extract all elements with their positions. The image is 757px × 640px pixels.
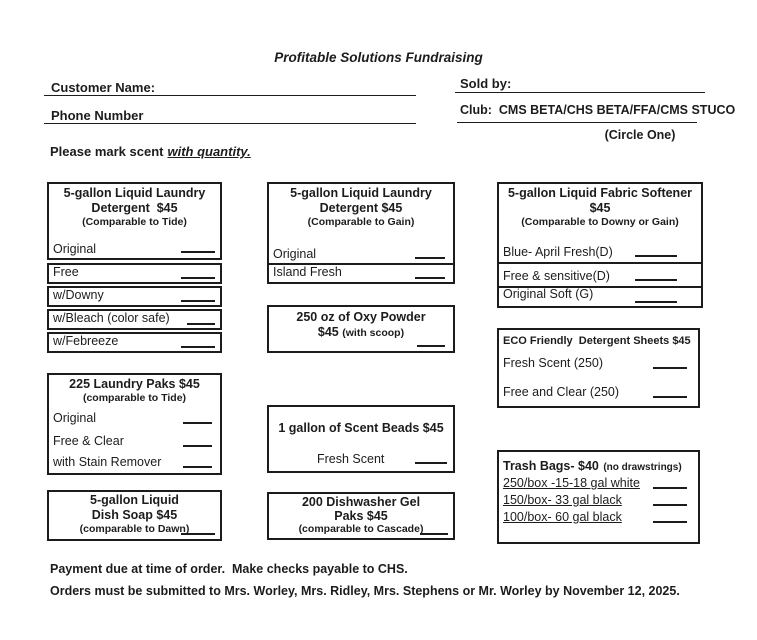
qty-blank[interactable]	[635, 255, 677, 257]
option-label: Free and Clear (250)	[503, 385, 620, 399]
option-label: Fresh Scent (250)	[503, 356, 604, 370]
option-row	[499, 286, 701, 306]
option-label: Original Soft (G)	[503, 287, 594, 301]
instruction-emphasis: with quantity.	[167, 144, 251, 159]
instruction	[50, 144, 251, 159]
product-note: (comparable to Tide)	[82, 392, 187, 404]
box-dishwasher-paks	[267, 492, 455, 540]
qty-blank[interactable]	[653, 521, 687, 523]
qty-blank[interactable]	[183, 422, 212, 424]
product-title: 225 Laundry Paks $45	[69, 377, 200, 391]
option-row	[53, 434, 212, 449]
qty-blank[interactable]	[183, 445, 212, 447]
sold-by-line[interactable]	[455, 92, 705, 93]
product-title: Detergent $45	[91, 201, 178, 215]
option-label: Island Fresh	[273, 265, 342, 279]
product-title: 200 Dishwasher Gel	[301, 495, 421, 509]
option-row	[503, 476, 687, 491]
product-note: (Comparable to Downy or Gain)	[521, 216, 679, 228]
option-row	[47, 286, 222, 307]
box-dish-soap	[47, 490, 222, 541]
product-title: Paks $45	[334, 509, 388, 523]
option-label: w/Bleach (color safe)	[53, 311, 170, 325]
option-row	[53, 411, 212, 426]
product-note: (no drawstrings)	[603, 462, 682, 473]
option-row	[503, 385, 687, 400]
option-label: Free & Clear	[53, 434, 124, 448]
product-title: 5-gallon Liquid Laundry	[290, 186, 432, 200]
qty-blank[interactable]	[417, 345, 445, 347]
product-title: Detergent $45	[319, 201, 403, 215]
box-oxy-powder	[267, 305, 455, 353]
qty-blank[interactable]	[181, 346, 215, 348]
product-price-note	[269, 325, 453, 341]
option-label: Blue- April Fresh(D)	[503, 245, 613, 259]
product-note: (Comparable to Gain)	[307, 216, 415, 228]
qty-blank[interactable]	[181, 533, 215, 535]
option-row	[53, 455, 212, 470]
option-row	[47, 263, 222, 284]
option-label: with Stain Remover	[53, 455, 162, 469]
option-label: Original	[53, 411, 97, 425]
product-title-row	[503, 457, 682, 475]
product-note: (comparable to Cascade)	[298, 523, 424, 535]
product-title: $45	[589, 201, 611, 215]
option-label: Original	[53, 242, 97, 256]
option-label: 250/box -15-18 gal white	[503, 476, 640, 490]
product-title: Trash Bags- $40	[503, 459, 599, 473]
submission-note: Orders must be submitted to Mrs. Worley, Mrs. Ridley, Mrs. Stephens or Mr. Worley by November 12, 2025.	[50, 584, 680, 598]
phone-number-label: Phone Number	[51, 108, 144, 123]
option-label: w/Febreeze	[53, 334, 119, 348]
club-options[interactable]: Club: CMS BETA/CHS BETA/FFA/CMS STUCO	[460, 103, 736, 117]
product-note: (with scoop)	[342, 327, 405, 339]
option-row	[47, 309, 222, 330]
option-label: Original	[273, 247, 317, 261]
qty-blank[interactable]	[181, 300, 215, 302]
box-eco-sheets	[497, 328, 700, 408]
option-label: Free	[53, 265, 79, 279]
option-row	[503, 510, 687, 525]
option-row	[503, 356, 687, 371]
option-row	[269, 240, 453, 265]
box-scent-beads	[267, 405, 455, 473]
option-label: Fresh Scent	[317, 452, 385, 466]
instruction-prefix: Please mark scent	[50, 144, 164, 159]
option-row	[269, 265, 453, 282]
option-label: 100/box- 60 gal black	[503, 510, 622, 524]
option-label: 150/box- 33 gal black	[503, 493, 622, 507]
qty-blank[interactable]	[415, 462, 447, 464]
box-fabric-softener	[497, 182, 703, 308]
product-note: (Comparable to Tide)	[82, 216, 187, 228]
product-title: 250 oz of Oxy Powder	[296, 310, 426, 324]
qty-blank[interactable]	[415, 277, 445, 279]
qty-blank[interactable]	[415, 257, 445, 259]
qty-blank[interactable]	[181, 251, 215, 253]
option-row	[503, 493, 687, 508]
product-title: Dish Soap $45	[91, 508, 178, 522]
payment-note: Payment due at time of order. Make checks payable to CHS.	[50, 562, 408, 576]
option-row	[499, 262, 701, 288]
option-row	[499, 237, 701, 264]
product-title: 5-gallon Liquid Laundry	[63, 186, 206, 200]
box-laundry-tide	[47, 182, 222, 260]
box-laundry-paks	[47, 373, 222, 475]
qty-blank[interactable]	[635, 279, 677, 281]
customer-name-line[interactable]	[44, 95, 416, 96]
qty-blank[interactable]	[653, 367, 687, 369]
sold-by-label: Sold by:	[460, 76, 512, 91]
club-line	[457, 122, 697, 123]
product-title: 5-gallon Liquid Fabric Softener	[507, 186, 693, 200]
page-title: Profitable Solutions Fundraising	[274, 50, 483, 65]
customer-name-label: Customer Name:	[51, 80, 156, 95]
qty-blank[interactable]	[420, 533, 448, 535]
qty-blank[interactable]	[653, 504, 687, 506]
option-label: Free & sensitive(D)	[503, 269, 610, 283]
product-note: (comparable to Dawn)	[79, 523, 190, 535]
qty-blank[interactable]	[187, 323, 215, 325]
circle-one-note: (Circle One)	[604, 128, 676, 142]
qty-blank[interactable]	[653, 487, 687, 489]
box-laundry-gain	[267, 182, 455, 284]
qty-blank[interactable]	[181, 277, 215, 279]
option-label: w/Downy	[53, 288, 104, 302]
phone-number-line[interactable]	[44, 123, 416, 124]
product-title: ECO Friendly Detergent Sheets $45	[503, 335, 691, 347]
product-title: 1 gallon of Scent Beads $45	[278, 421, 444, 435]
option-row	[47, 332, 222, 353]
box-trash-bags	[497, 450, 700, 544]
qty-blank[interactable]	[653, 396, 687, 398]
qty-blank[interactable]	[635, 301, 677, 303]
product-title: 5-gallon Liquid	[90, 493, 179, 507]
qty-blank[interactable]	[183, 466, 212, 468]
product-price: $45	[317, 325, 339, 339]
